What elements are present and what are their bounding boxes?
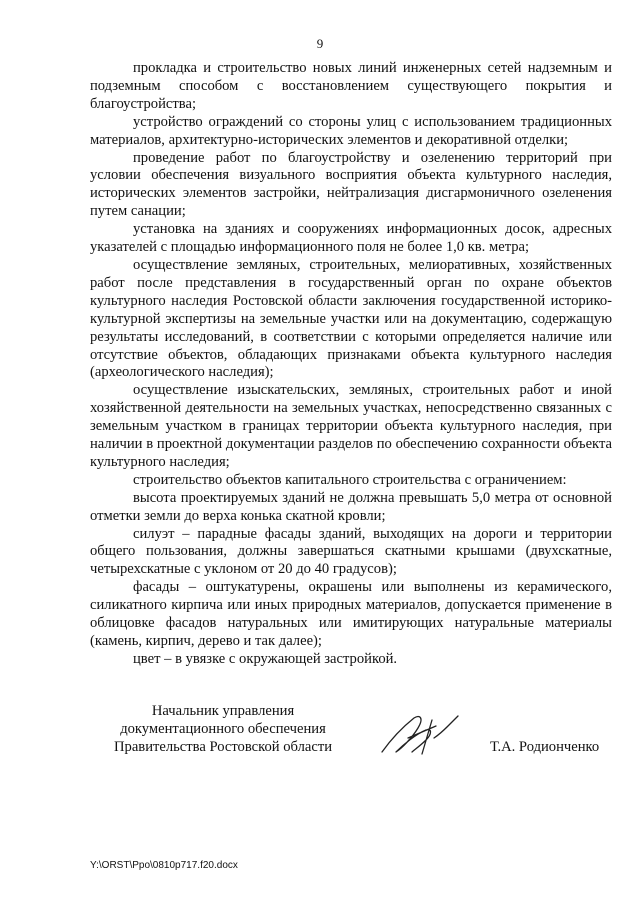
paragraph: проведение работ по благоустройству и озеленению территорий при условии обеспечения визуального восприятия объекта культурного наследия, исторических элементов застройки, нейтрализация дисгармоничного озеленения путем санации; <box>90 149 612 220</box>
paragraph: фасады – оштукатурены, окрашены или выполнены из керамического, силикатного кирпича или иных природных материалов, допускается применение в облицовке фасадов натуральных или имитирующих натуральные материалы (камень, кирпич, дерево и так далее); <box>90 579 612 649</box>
paragraph: силуэт – парадные фасады зданий, выходящих на дороги и территории общего пользования, должны завершаться скатными крышами (двухскатные, четырехскатные с уклоном от 20 до 40 градусов); <box>90 525 612 578</box>
page-number: 9 <box>316 36 324 51</box>
paragraph: строительство объектов капитального строительства с ограничением: <box>133 471 567 488</box>
paragraph: осуществление земляных, строительных, мелиоративных, хозяйственных работ после представления в государственный орган по охране объектов культурного наследия Ростовской области заключения государственной историко-культурной экспертизы на земельные участки или на документацию, содержащую результаты исследований, в соответствии с которыми определяется наличие или отсутствие объектов, обладающих признаками объекта культурного наследия (археологического наследия); <box>90 256 612 381</box>
paragraph: прокладка и строительство новых линий инженерных сетей надземным и подземным способом с восстановлением существующего покрытия и благоустройства; <box>90 60 612 112</box>
file-path: Y:\ORST\Ppo\0810p717.f20.docx <box>90 860 238 871</box>
signature-block <box>0 702 640 772</box>
signatory-title-line: документационного обеспечения <box>120 721 326 737</box>
signatory-name: Т.А. Родионченко <box>490 739 600 755</box>
paragraph: высота проектируемых зданий не должна превышать 5,0 метра от основной отметки земли до верха конька скатной кровли; <box>90 489 612 524</box>
signatory-title <box>88 702 358 756</box>
paragraph: установка на зданиях и сооружениях информационных досок, адресных указателей с площадью информационного поля не более 1,0 кв. метра; <box>90 221 612 256</box>
paragraph: осуществление изыскательских, земляных, строительных работ и иной хозяйственной деятельности на земельных участках, непосредственно связанных с земельным участком в границах территории объекта культурного наследия, при наличии в проектной документации разделов по обеспечению сохранности объекта культурного наследия; <box>90 382 612 470</box>
signatory-title-line: Начальник управления <box>151 703 295 719</box>
paragraph: цвет – в увязке с окружающей застройкой. <box>133 650 398 667</box>
handwritten-signature-icon <box>374 708 464 760</box>
paragraph: устройство ограждений со стороны улиц с использованием традиционных материалов, архитектурно-исторических элементов и декоративной отделки; <box>90 113 612 148</box>
signatory-title-line: Правительства Ростовской области <box>113 739 333 755</box>
document-body <box>90 60 612 669</box>
